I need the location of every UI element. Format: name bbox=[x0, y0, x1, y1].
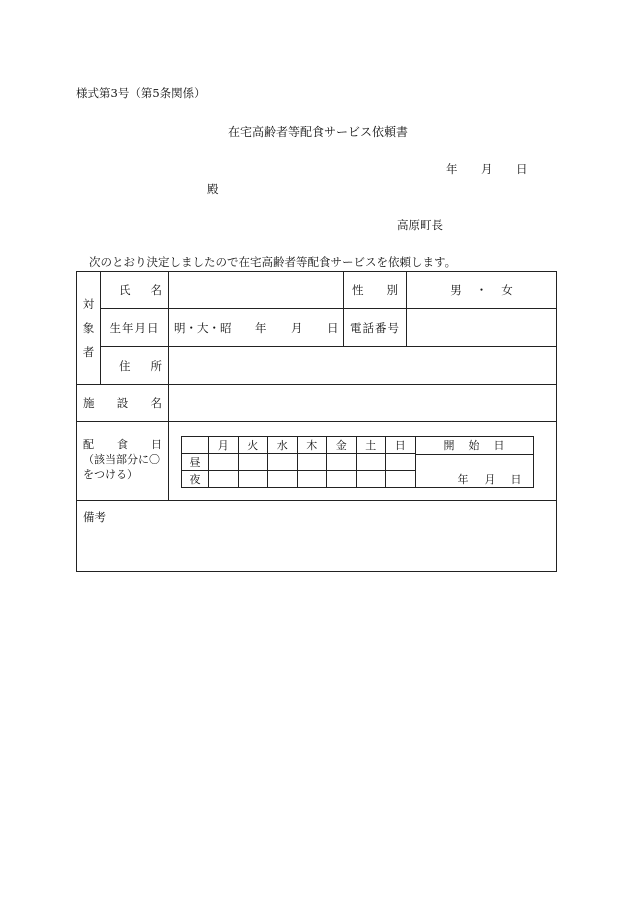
start-day-unit: 日 bbox=[510, 473, 522, 486]
name-label-char: 名 bbox=[150, 283, 162, 297]
weekday-header: 土 bbox=[356, 437, 386, 454]
dob-label: 生年月日 bbox=[101, 309, 169, 347]
remarks-label: 備考 bbox=[83, 510, 106, 524]
dinner-day-cell[interactable] bbox=[297, 471, 327, 488]
dob-field[interactable] bbox=[169, 309, 344, 347]
gender-label bbox=[344, 272, 407, 309]
start-date-label bbox=[416, 437, 534, 455]
facility-label-char: 施 bbox=[83, 396, 95, 410]
weekday-header: 木 bbox=[297, 437, 327, 454]
dob-day-unit: 日 bbox=[327, 320, 339, 335]
meal-days-note-line1: （該当部分に〇 bbox=[83, 453, 160, 466]
dinner-row bbox=[182, 471, 416, 488]
subject-row-name bbox=[77, 272, 557, 309]
meal-days-label-char: 配 bbox=[83, 438, 94, 451]
facility-field[interactable] bbox=[169, 385, 557, 422]
start-date-field[interactable] bbox=[416, 454, 534, 487]
start-date-header-row bbox=[416, 437, 534, 455]
start-year-unit: 年 bbox=[457, 473, 469, 486]
weekday-header: 金 bbox=[327, 437, 357, 454]
weekday-grid bbox=[181, 436, 416, 488]
subject-group-label bbox=[77, 272, 101, 385]
date-month-unit: 月 bbox=[481, 162, 493, 176]
lunch-day-cell[interactable] bbox=[268, 454, 298, 471]
era-options[interactable]: 明・大・昭 bbox=[174, 320, 232, 335]
dinner-day-cell[interactable] bbox=[327, 471, 357, 488]
start-date-value-row bbox=[416, 454, 534, 487]
subject-group-char: 象 bbox=[82, 321, 95, 335]
lunch-day-cell[interactable] bbox=[356, 454, 386, 471]
weekday-corner bbox=[182, 437, 209, 454]
dinner-day-cell[interactable] bbox=[268, 471, 298, 488]
dinner-day-cell[interactable] bbox=[386, 471, 416, 488]
name-field[interactable] bbox=[169, 272, 344, 309]
gender-separator: ・ bbox=[475, 283, 488, 297]
gender-label-char: 別 bbox=[386, 283, 398, 297]
dinner-day-cell[interactable] bbox=[356, 471, 386, 488]
meal-days-label bbox=[77, 422, 169, 501]
start-date-label-char: 始 bbox=[468, 439, 480, 453]
lunch-day-cell[interactable] bbox=[209, 454, 239, 471]
facility-label-char: 設 bbox=[116, 396, 129, 410]
phone-field[interactable] bbox=[407, 309, 557, 347]
subject-row-address bbox=[77, 347, 557, 385]
date-day-unit: 日 bbox=[516, 162, 528, 176]
lunch-day-cell[interactable] bbox=[386, 454, 416, 471]
address-label-char: 住 bbox=[119, 358, 131, 373]
addressee-suffix: 殿 bbox=[207, 182, 219, 196]
dinner-day-cell[interactable] bbox=[209, 471, 239, 488]
lunch-day-cell[interactable] bbox=[238, 454, 268, 471]
lunch-row bbox=[182, 454, 416, 471]
gender-field[interactable] bbox=[407, 272, 557, 309]
subject-row-dob bbox=[77, 309, 557, 347]
meal-days-row bbox=[77, 422, 557, 501]
name-label bbox=[101, 272, 169, 309]
weekday-header: 日 bbox=[386, 437, 416, 454]
page-title: 在宅高齢者等配食サービス依頼書 bbox=[228, 125, 409, 139]
facility-label bbox=[77, 385, 169, 422]
remarks-field[interactable] bbox=[77, 501, 557, 572]
lunch-day-cell[interactable] bbox=[327, 454, 357, 471]
intro-text: 次のとおり決定しましたので在宅高齢者等配食サービスを依頼します。 bbox=[89, 255, 457, 269]
weekday-header-row bbox=[182, 437, 416, 454]
facility-label-char: 名 bbox=[150, 396, 162, 410]
dob-month-unit: 月 bbox=[291, 320, 303, 335]
address-label-char: 所 bbox=[150, 358, 162, 373]
start-date-box bbox=[416, 436, 534, 488]
facility-row bbox=[77, 385, 557, 422]
gender-option-male[interactable]: 男 bbox=[450, 283, 462, 297]
name-label-char: 氏 bbox=[119, 283, 131, 297]
subject-group-char: 者 bbox=[82, 345, 95, 359]
lunch-day-cell[interactable] bbox=[297, 454, 327, 471]
dinner-label: 夜 bbox=[182, 471, 209, 488]
weekday-header: 火 bbox=[238, 437, 268, 454]
issuer: 高原町長 bbox=[397, 218, 443, 232]
address-field[interactable] bbox=[169, 347, 557, 385]
weekday-header: 水 bbox=[268, 437, 298, 454]
form-number: 様式第3号（第5条関係） bbox=[76, 86, 206, 100]
start-date-label-char: 日 bbox=[493, 439, 505, 453]
meal-days-label-char: 食 bbox=[117, 438, 128, 451]
request-form-table bbox=[76, 271, 557, 572]
start-date-label-char: 開 bbox=[443, 439, 455, 453]
remarks-row bbox=[77, 501, 557, 572]
meal-days-field bbox=[169, 422, 557, 501]
phone-label: 電話番号 bbox=[344, 309, 407, 347]
address-label bbox=[101, 347, 169, 385]
dob-year-unit: 年 bbox=[255, 320, 267, 335]
meal-days-label-char: 日 bbox=[151, 438, 162, 451]
dinner-day-cell[interactable] bbox=[238, 471, 268, 488]
gender-option-female[interactable]: 女 bbox=[501, 283, 513, 297]
meal-days-note-line2: をつける） bbox=[83, 468, 138, 481]
lunch-label: 昼 bbox=[182, 454, 209, 471]
subject-group-char: 対 bbox=[82, 297, 95, 311]
date-year-unit: 年 bbox=[446, 162, 458, 176]
start-month-unit: 月 bbox=[484, 473, 496, 486]
gender-label-char: 性 bbox=[352, 283, 364, 297]
weekday-header: 月 bbox=[209, 437, 239, 454]
